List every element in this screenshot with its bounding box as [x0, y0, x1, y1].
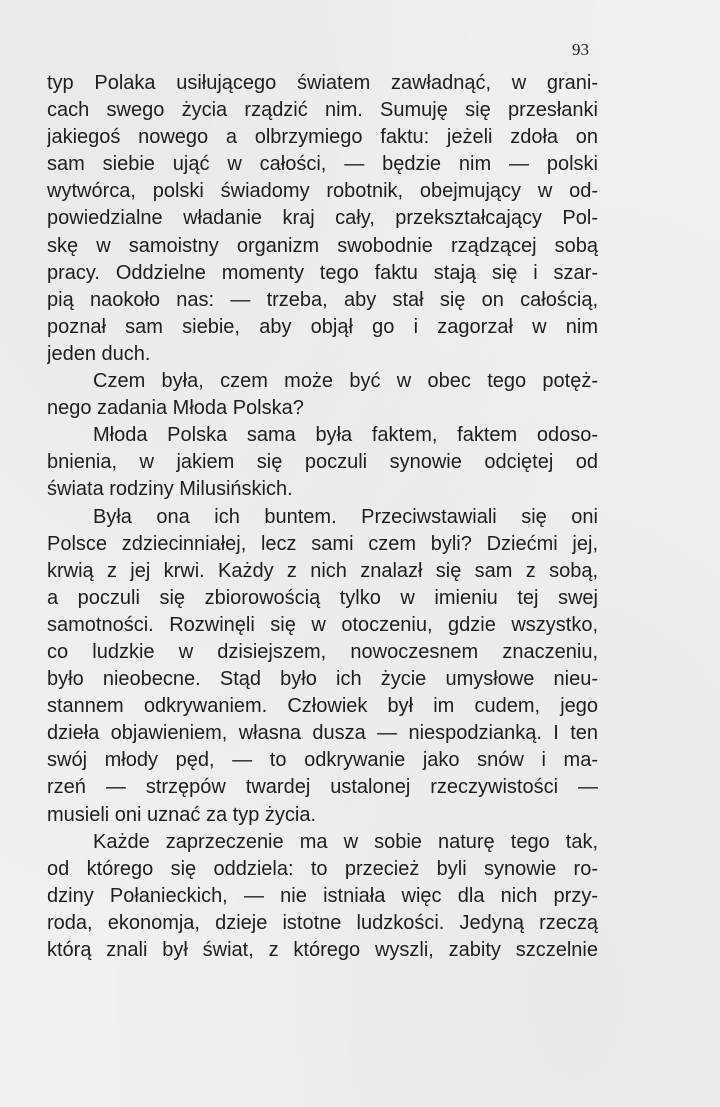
text-line: swój młody pęd, — to odkrywanie jako snów i ma-	[47, 749, 598, 772]
body-text	[47, 70, 598, 964]
text-line: bnienia, w jakiem się poczuli synowie odciętej od	[47, 451, 598, 474]
text-line: musieli oni uznać za typ życia.	[47, 803, 317, 826]
text-line: Polsce zdziecinniałej, lecz sami czem byli? Dziećmi jej,	[47, 532, 598, 555]
text-line: było nieobecne. Stąd było ich życie umysłowe nieu-	[47, 668, 598, 691]
text-line: jakiegoś nowego a olbrzymiego faktu: jeżeli zdoła on	[47, 126, 598, 149]
text-line: stannem odkrywaniem. Człowiek był im cudem, jego	[47, 695, 598, 718]
text-line: a poczuli się zbiorowością tylko w imieniu tej swej	[47, 586, 598, 609]
text-line: skę w samoistny organizm swobodnie rządzącej sobą	[47, 234, 598, 257]
text-line: świata rodziny Milusińskich.	[47, 478, 293, 501]
text-line: od którego się oddziela: to przecież byli synowie ro-	[47, 857, 598, 880]
text-line: cach swego życia rządzić nim. Sumuję się przesłanki	[47, 99, 598, 122]
text-line: co ludzkie w dzisiejszem, nowoczesnem znaczeniu,	[47, 640, 598, 663]
text-line: pracy. Oddzielne momenty tego faktu stają się i szar-	[47, 261, 598, 284]
text-line: Czem była, czem może być w obec tego potęż-	[93, 370, 598, 393]
text-line: którą znali był świat, z którego wyszli, zabity szczelnie	[47, 939, 598, 961]
text-line: nego zadania Młoda Polska?	[47, 397, 304, 420]
text-line: sam siebie ująć w całości, — będzie nim — polski	[47, 153, 598, 176]
text-line: poznał sam siebie, aby objął go i zagorzał w nim	[47, 315, 598, 338]
text-line: pią naokoło nas: — trzeba, aby stał się on całością,	[47, 288, 598, 311]
text-line: typ Polaka usiłującego światem zawładnąć, w grani-	[47, 72, 598, 94]
text-line: dzieła objawieniem, własna dusza — niespodzianką. I ten	[47, 722, 598, 745]
text-line: Każde zaprzeczenie ma w sobie naturę tego tak,	[93, 830, 598, 853]
text-line: roda, ekonomja, dzieje istotne ludzkości. Jedyną rzeczą	[47, 911, 598, 934]
text-line: powiedzialne władanie kraj cały, przekształcający Pol-	[47, 207, 598, 230]
text-line: rzeń — strzępów twardej ustalonej rzeczywistości —	[47, 776, 598, 799]
text-line: krwią z jej krwi. Każdy z nich znalazł się sam z sobą,	[47, 559, 598, 582]
text-line: wytwórca, polski świadomy robotnik, obejmujący w od-	[47, 180, 598, 203]
text-line: Młoda Polska sama była faktem, faktem odoso-	[93, 424, 598, 447]
text-line: samotności. Rozwinęli się w otoczeniu, gdzie wszystko,	[47, 613, 598, 636]
text-line: dziny Połanieckich, — nie istniała więc dla nich przy-	[47, 884, 598, 907]
text-line: jeden duch.	[47, 342, 151, 365]
text-line: Była ona ich buntem. Przeciwstawiali się oni	[93, 505, 598, 528]
page-number: 93	[572, 40, 589, 59]
